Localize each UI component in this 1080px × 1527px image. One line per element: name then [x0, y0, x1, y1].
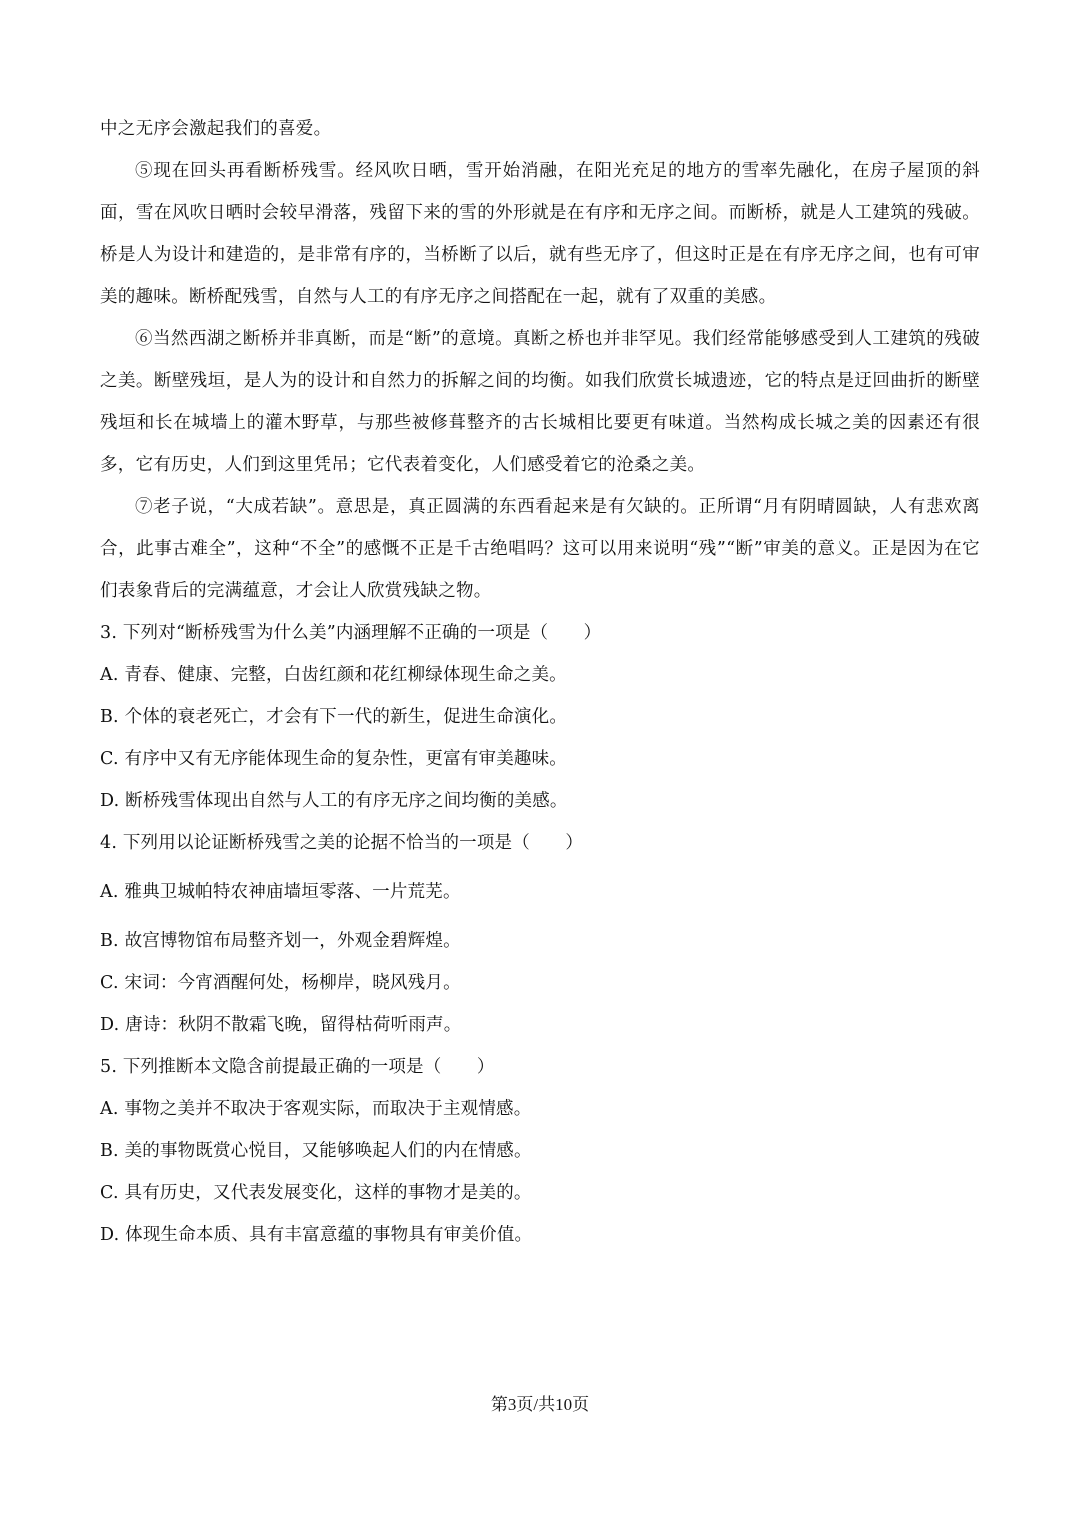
question-3-option-b: B. 个体的衰老死亡，才会有下一代的新生，促进生命演化。 — [100, 707, 568, 727]
question-3-option-d: D. 断桥残雪体现出自然与人工的有序无序之间均衡的美感。 — [100, 791, 568, 811]
question-3-stem: 3. 下列对“断桥残雪为什么美”内涵理解不正确的一项是（ ） — [100, 623, 602, 643]
question-5 — [100, 1046, 980, 1256]
question-5-option-c: C. 具有历史，又代表发展变化，这样的事物才是美的。 — [100, 1183, 532, 1203]
passage-paragraph-5: ⑤现在回头再看断桥残雪。经风吹日晒，雪开始消融，在阳光充足的地方的雪率先融化，在房子屋顶的斜面，雪在风吹日晒时会较早滑落，残留下来的雪的外形就是在有序和无序之间。而断桥，就是人工建筑的残破。桥是人为设计和建造的，是非常有序的，当桥断了以后，就有些无序了，但这时正是在有序无序之间，也有可审美的趣味。断桥配残雪，自然与人工的有序无序之间搭配在一起，就有了双重的美感。 — [100, 161, 980, 307]
question-3-option-a: A. 青春、健康、完整，白齿红颜和花红柳绿体现生命之美。 — [100, 665, 567, 685]
question-5-stem: 5. 下列推断本文隐含前提最正确的一项是（ ） — [100, 1057, 495, 1077]
question-4-stem: 4. 下列用以论证断桥残雪之美的论据不恰当的一项是（ ） — [100, 833, 584, 853]
question-4-option-c: C. 宋词：今宵酒醒何处，杨柳岸，晓风残月。 — [100, 973, 461, 993]
passage-paragraph-6: ⑥当然西湖之断桥并非真断，而是“断”的意境。真断之桥也并非罕见。我们经常能够感受到人工建筑的残破之美。断壁残垣，是人为的设计和自然力的拆解之间的均衡。如我们欣赏长城遗迹，它的特点是迂回曲折的断壁残垣和长在城墙上的灌木野草，与那些被修葺整齐的古长城相比要更有味道。当然构成长城之美的因素还有很多，它有历史，人们到这里凭吊；它代表着变化，人们感受着它的沧桑之美。 — [100, 329, 980, 475]
passage-continuation-line: 中之无序会激起我们的喜爱。 — [100, 119, 332, 139]
question-3-option-c: C. 有序中又有无序能体现生命的复杂性，更富有审美趣味。 — [100, 749, 567, 769]
question-4-option-b: B. 故宫博物馆布局整齐划一，外观金碧辉煌。 — [100, 931, 461, 951]
question-3 — [100, 612, 980, 822]
question-4 — [100, 822, 980, 1046]
question-5-option-a: A. 事物之美并不取决于客观实际，而取决于主观情感。 — [100, 1099, 532, 1119]
page-number-footer: 第3页/共10页 — [490, 1395, 590, 1414]
question-5-option-d: D. 体现生命本质、具有丰富意蕴的事物具有审美价值。 — [100, 1225, 533, 1245]
passage-paragraph-7: ⑦老子说，“大成若缺”。意思是，真正圆满的东西看起来是有欠缺的。正所谓“月有阴晴圆缺，人有悲欢离合，此事古难全”，这种“不全”的感慨不正是千古绝唱吗？这可以用来说明“残”“断”审美的意义。正是因为在它们表象背后的完满蕴意，才会让人欣赏残缺之物。 — [100, 497, 980, 601]
question-4-option-a: A. 雅典卫城帕特农神庙墙垣零落、一片荒芜。 — [100, 882, 461, 902]
question-5-option-b: B. 美的事物既赏心悦目，又能够唤起人们的内在情感。 — [100, 1141, 532, 1161]
document-content — [100, 108, 980, 1256]
question-4-option-d: D. 唐诗：秋阴不散霜飞晚，留得枯荷听雨声。 — [100, 1015, 462, 1035]
